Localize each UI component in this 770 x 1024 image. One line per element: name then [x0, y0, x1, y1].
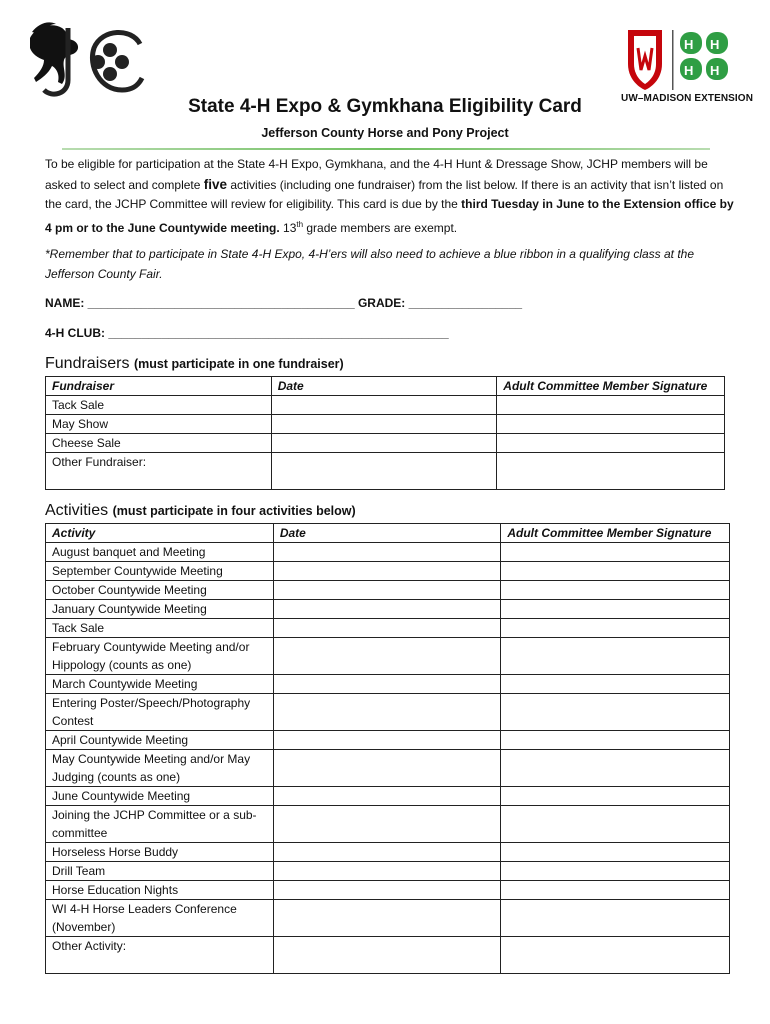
date-cell[interactable]	[273, 806, 501, 843]
row-label: June Countywide Meeting	[46, 787, 274, 806]
table-row	[46, 562, 730, 581]
row-label: September Countywide Meeting	[46, 562, 274, 581]
row-label: February Countywide Meeting and/or Hippology (counts as one)	[46, 638, 274, 675]
row-label: May Show	[46, 415, 272, 434]
intro-text: grade members are exempt.	[303, 220, 458, 235]
date-cell[interactable]	[273, 619, 501, 638]
svg-text:H: H	[684, 37, 694, 52]
table-row	[46, 787, 730, 806]
table-row	[46, 581, 730, 600]
table-row	[46, 396, 725, 415]
row-label: Entering Poster/Speech/Photography Contest	[46, 694, 274, 731]
date-cell[interactable]	[273, 731, 501, 750]
club-field[interactable]: 4-H CLUB: ___________________________________________________	[45, 326, 449, 340]
page-title: State 4-H Expo & Gymkhana Eligibility Card	[188, 96, 582, 117]
signature-cell[interactable]	[501, 881, 730, 900]
svg-text:H: H	[710, 63, 720, 78]
page-subtitle: Jefferson County Horse and Pony Project	[261, 126, 509, 140]
jchp-logo	[22, 18, 150, 106]
row-label: October Countywide Meeting	[46, 581, 274, 600]
row-label: April Countywide Meeting	[46, 731, 274, 750]
row-label: Horse Education Nights	[46, 881, 274, 900]
date-cell[interactable]	[271, 453, 497, 490]
row-label: August banquet and Meeting	[46, 543, 274, 562]
uw-crest-icon	[628, 30, 662, 90]
signature-cell[interactable]	[501, 543, 730, 562]
table-header-row	[46, 524, 730, 543]
signature-cell[interactable]	[497, 434, 725, 453]
signature-cell[interactable]	[501, 600, 730, 619]
date-cell[interactable]	[273, 675, 501, 694]
activity-table	[45, 523, 730, 974]
partner-label: UW–MADISON EXTENSION	[621, 93, 754, 104]
intro-paragraph	[45, 155, 735, 238]
date-cell[interactable]	[273, 694, 501, 731]
row-label: May Countywide Meeting and/or May Judging (counts as one)	[46, 750, 274, 787]
date-cell[interactable]	[271, 396, 497, 415]
fundraisers-subtitle: (must participate in one fundraiser)	[133, 357, 344, 371]
date-cell[interactable]	[273, 638, 501, 675]
ribbon-note: *Remember that to participate in State 4-H Expo, 4-H’ers will also need to achieve a blue ribbon in a qualifying class at the Jefferson County Fair.	[45, 247, 695, 281]
activities-subtitle: (must participate in four activities below)	[112, 504, 356, 518]
date-cell[interactable]	[271, 415, 497, 434]
date-cell[interactable]	[273, 787, 501, 806]
row-label: Joining the JCHP Committee or a sub-committee	[46, 806, 274, 843]
activities-title: Activities	[45, 502, 109, 519]
date-cell[interactable]	[273, 600, 501, 619]
horse-icon	[30, 22, 78, 84]
signature-cell[interactable]	[501, 562, 730, 581]
column-header: Adult Committee Member Signature	[497, 377, 725, 396]
title-divider	[62, 148, 710, 150]
signature-cell[interactable]	[501, 843, 730, 862]
date-cell[interactable]	[273, 750, 501, 787]
date-cell[interactable]	[273, 881, 501, 900]
intro-text: 13	[279, 220, 297, 235]
table-row	[46, 731, 730, 750]
signature-cell[interactable]	[501, 787, 730, 806]
activities-heading	[45, 502, 356, 520]
name-grade-field[interactable]: NAME: ________________________________________ GRADE: _________________	[45, 296, 523, 310]
table-row	[46, 694, 730, 731]
table-row	[46, 862, 730, 881]
svg-text:H: H	[684, 63, 694, 78]
signature-cell[interactable]	[501, 731, 730, 750]
intro-text: activities (including one fundraiser) from the list below. If there is an activity that isn’t listed on the card, the JCHP Committee will review for eligibility. This card is due by the	[45, 177, 724, 211]
row-label: Tack Sale	[46, 619, 274, 638]
table-row	[46, 675, 730, 694]
date-cell[interactable]	[273, 562, 501, 581]
signature-cell[interactable]	[501, 675, 730, 694]
signature-cell[interactable]	[501, 750, 730, 787]
signature-cell[interactable]	[501, 862, 730, 881]
intro-due-date: third Tuesday in June to the Extension office by 4 pm or to the June Countywide meeting.	[45, 197, 734, 235]
table-header-row	[46, 377, 725, 396]
row-label: Drill Team	[46, 862, 274, 881]
row-label: Tack Sale	[46, 396, 272, 415]
svg-text:H: H	[710, 37, 720, 52]
column-header: Activity	[46, 524, 274, 543]
date-cell[interactable]	[273, 843, 501, 862]
signature-cell[interactable]	[501, 806, 730, 843]
table-row	[46, 543, 730, 562]
table-row	[46, 900, 730, 937]
table-row	[46, 750, 730, 787]
table-row	[46, 600, 730, 619]
table-row	[46, 434, 725, 453]
signature-cell[interactable]	[501, 937, 730, 974]
table-row	[46, 937, 730, 974]
signature-cell[interactable]	[497, 396, 725, 415]
intro-text: To be eligible for participation at the State 4-H Expo, Gymkhana, and the 4-H Hunt & Dressage Show, JCHP members will be asked to select and complete	[45, 157, 708, 192]
row-label: WI 4-H Horse Leaders Conference (November)	[46, 900, 274, 937]
date-cell[interactable]	[273, 937, 501, 974]
signature-cell[interactable]	[501, 619, 730, 638]
fundraisers-heading	[45, 355, 344, 373]
signature-cell[interactable]	[501, 694, 730, 731]
row-label: Horseless Horse Buddy	[46, 843, 274, 862]
date-cell[interactable]	[273, 900, 501, 937]
intro-sup: th	[296, 219, 304, 229]
intro-five: five	[203, 176, 228, 192]
date-cell[interactable]	[271, 434, 497, 453]
signature-cell[interactable]	[497, 415, 725, 434]
column-header: Date	[271, 377, 497, 396]
divider	[672, 30, 674, 90]
fundraiser-table	[45, 376, 725, 490]
table-row	[46, 806, 730, 843]
table-row	[46, 881, 730, 900]
date-cell[interactable]	[273, 543, 501, 562]
table-row	[46, 619, 730, 638]
date-cell[interactable]	[273, 862, 501, 881]
table-row	[46, 453, 725, 490]
row-label: Other Activity:	[46, 937, 274, 974]
table-row	[46, 638, 730, 675]
column-header: Adult Committee Member Signature	[501, 524, 730, 543]
table-row	[46, 843, 730, 862]
date-cell[interactable]	[273, 581, 501, 600]
column-header: Date	[273, 524, 501, 543]
row-label: Other Fundraiser:	[46, 453, 272, 490]
row-label: January Countywide Meeting	[46, 600, 274, 619]
row-label: March Countywide Meeting	[46, 675, 274, 694]
column-header: Fundraiser	[46, 377, 272, 396]
row-label: Cheese Sale	[46, 434, 272, 453]
signature-cell[interactable]	[501, 638, 730, 675]
fundraisers-title: Fundraisers	[45, 355, 130, 372]
table-row	[46, 415, 725, 434]
signature-cell[interactable]	[497, 453, 725, 490]
signature-cell[interactable]	[501, 581, 730, 600]
four-h-clover-icon	[680, 32, 728, 80]
signature-cell[interactable]	[501, 900, 730, 937]
